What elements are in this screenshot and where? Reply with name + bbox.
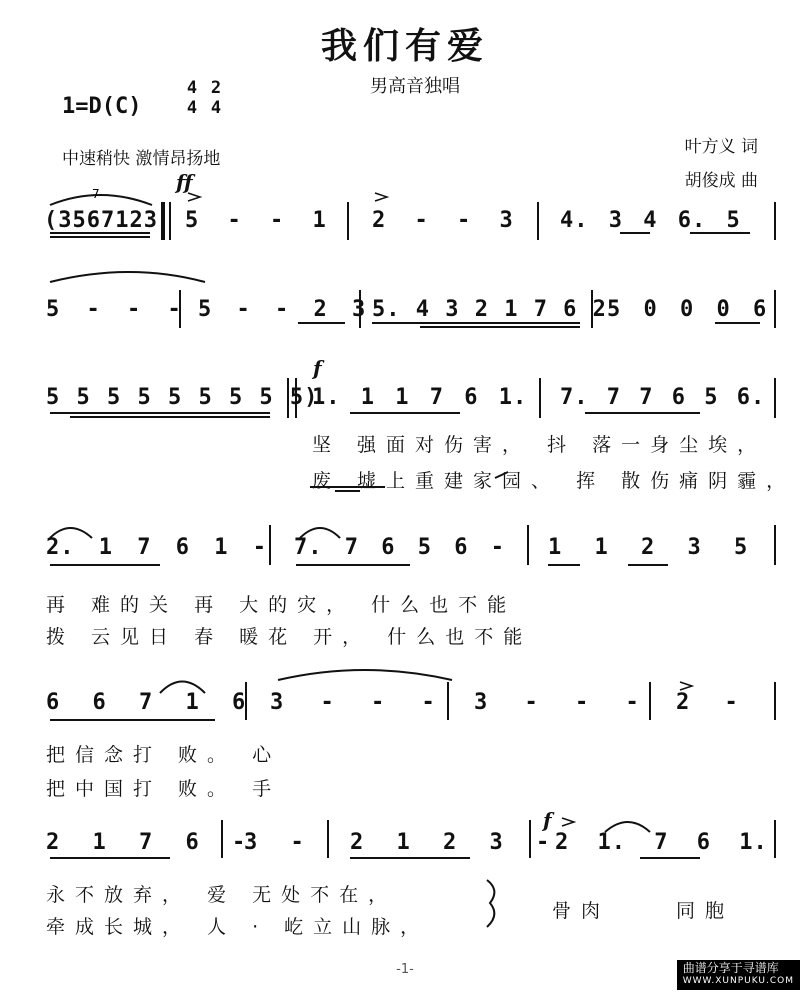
row1-measure1: (3567123 xyxy=(44,208,158,233)
row6-lyrics-shared: 骨肉 同胞 xyxy=(552,900,735,922)
row3-measure3: 7. 7 7 6 5 6. xyxy=(560,385,766,410)
row6-measure3: 2 1 2 3 - xyxy=(350,830,551,855)
row3-measure1: 5 5 5 5 5 5 5 5 5) xyxy=(46,385,319,410)
row4-lyrics-verse1: 再 难的关 再 大的灾， 什么也不能 xyxy=(46,594,517,616)
row3-lyrics-verse2: 废 墟上重建家园、 挥 散伤痛阴霾， xyxy=(312,470,796,492)
lyricist-credit: 叶方义 词 xyxy=(684,137,758,157)
row5-measure3: 3 - - - xyxy=(474,690,640,715)
row3-measure2: 1. 1 1 7 6 1. xyxy=(312,385,528,410)
row6-measure2: 3 - xyxy=(244,830,305,855)
row4-measure2: 7. 7 6 5 6 - xyxy=(294,535,505,560)
song-subtitle: 男高音独唱 xyxy=(370,76,460,97)
composer-credit: 胡俊成 曲 xyxy=(684,171,758,191)
page-number: -1- xyxy=(396,962,414,977)
dynamic-f-row6: f xyxy=(543,808,552,832)
dynamic-f-row3: f xyxy=(313,356,322,380)
row5-measure4: 2 - xyxy=(676,690,739,715)
row4-measure1: 2. 1 7 6 1 - xyxy=(46,535,267,560)
row5-measure1: 6 6 7 1 6 xyxy=(46,690,247,715)
row5-measure2: 3 - - - xyxy=(270,690,436,715)
row6-measure1: 2 1 7 6 - xyxy=(46,830,247,855)
key-signature: 1=D(C) xyxy=(62,94,142,119)
row5-lyrics-verse2: 把中国打 败。 手 xyxy=(46,778,282,800)
row1-measure3: 2 - - 3 xyxy=(372,208,514,233)
row1-measure4: 4. 3 4 6. 5 xyxy=(560,208,741,233)
row2-measure1: 5 - - - xyxy=(46,297,182,322)
row6-lyrics-verse2: 牵成长城， 人 · 屹立山脉， xyxy=(46,916,430,938)
watermark-text: 曲谱分享于寻谱库 xyxy=(682,961,779,975)
row3-lyrics-verse1: 坚 强面对伤害， 抖 落一身尘埃， xyxy=(312,434,767,456)
row6-measure4: 2 1. 7 6 1. xyxy=(555,830,768,855)
time-sig-b-bottom: 4 xyxy=(210,98,222,118)
row2-measure4: 5 0 0 0 6 xyxy=(607,297,768,322)
dynamic-ff: ff xyxy=(176,170,193,194)
time-sig-a-bottom: 4 xyxy=(186,98,198,118)
row4-measure3: 1 1 2 3 5 xyxy=(548,535,749,560)
tempo-marking: 中速稍快 激情昂扬地 xyxy=(62,149,221,169)
time-sig-a-top: 4 xyxy=(186,78,198,98)
row2-measure2: 5 - - 2 3 xyxy=(198,297,367,322)
song-title: 我们有爱 xyxy=(320,26,489,67)
row6-lyrics-verse1: 永不放弃， 爱 无处不在， xyxy=(46,884,398,906)
row5-lyrics-verse1: 把信念打 败。 心 xyxy=(46,744,282,766)
row2-measure3: 5. 4 3 2 1 7 6 2 xyxy=(372,297,607,322)
watermark-url: WWW.XUNPUKU.COM xyxy=(682,976,794,986)
watermark xyxy=(677,960,800,990)
row1-measure2: 5 - - 1 xyxy=(185,208,327,233)
tuplet-seven: 7 xyxy=(92,187,100,201)
time-sig-b-top: 2 xyxy=(210,78,222,98)
row4-lyrics-verse2: 拨 云见日 春 暖花 开， 什么也不能 xyxy=(46,626,533,648)
